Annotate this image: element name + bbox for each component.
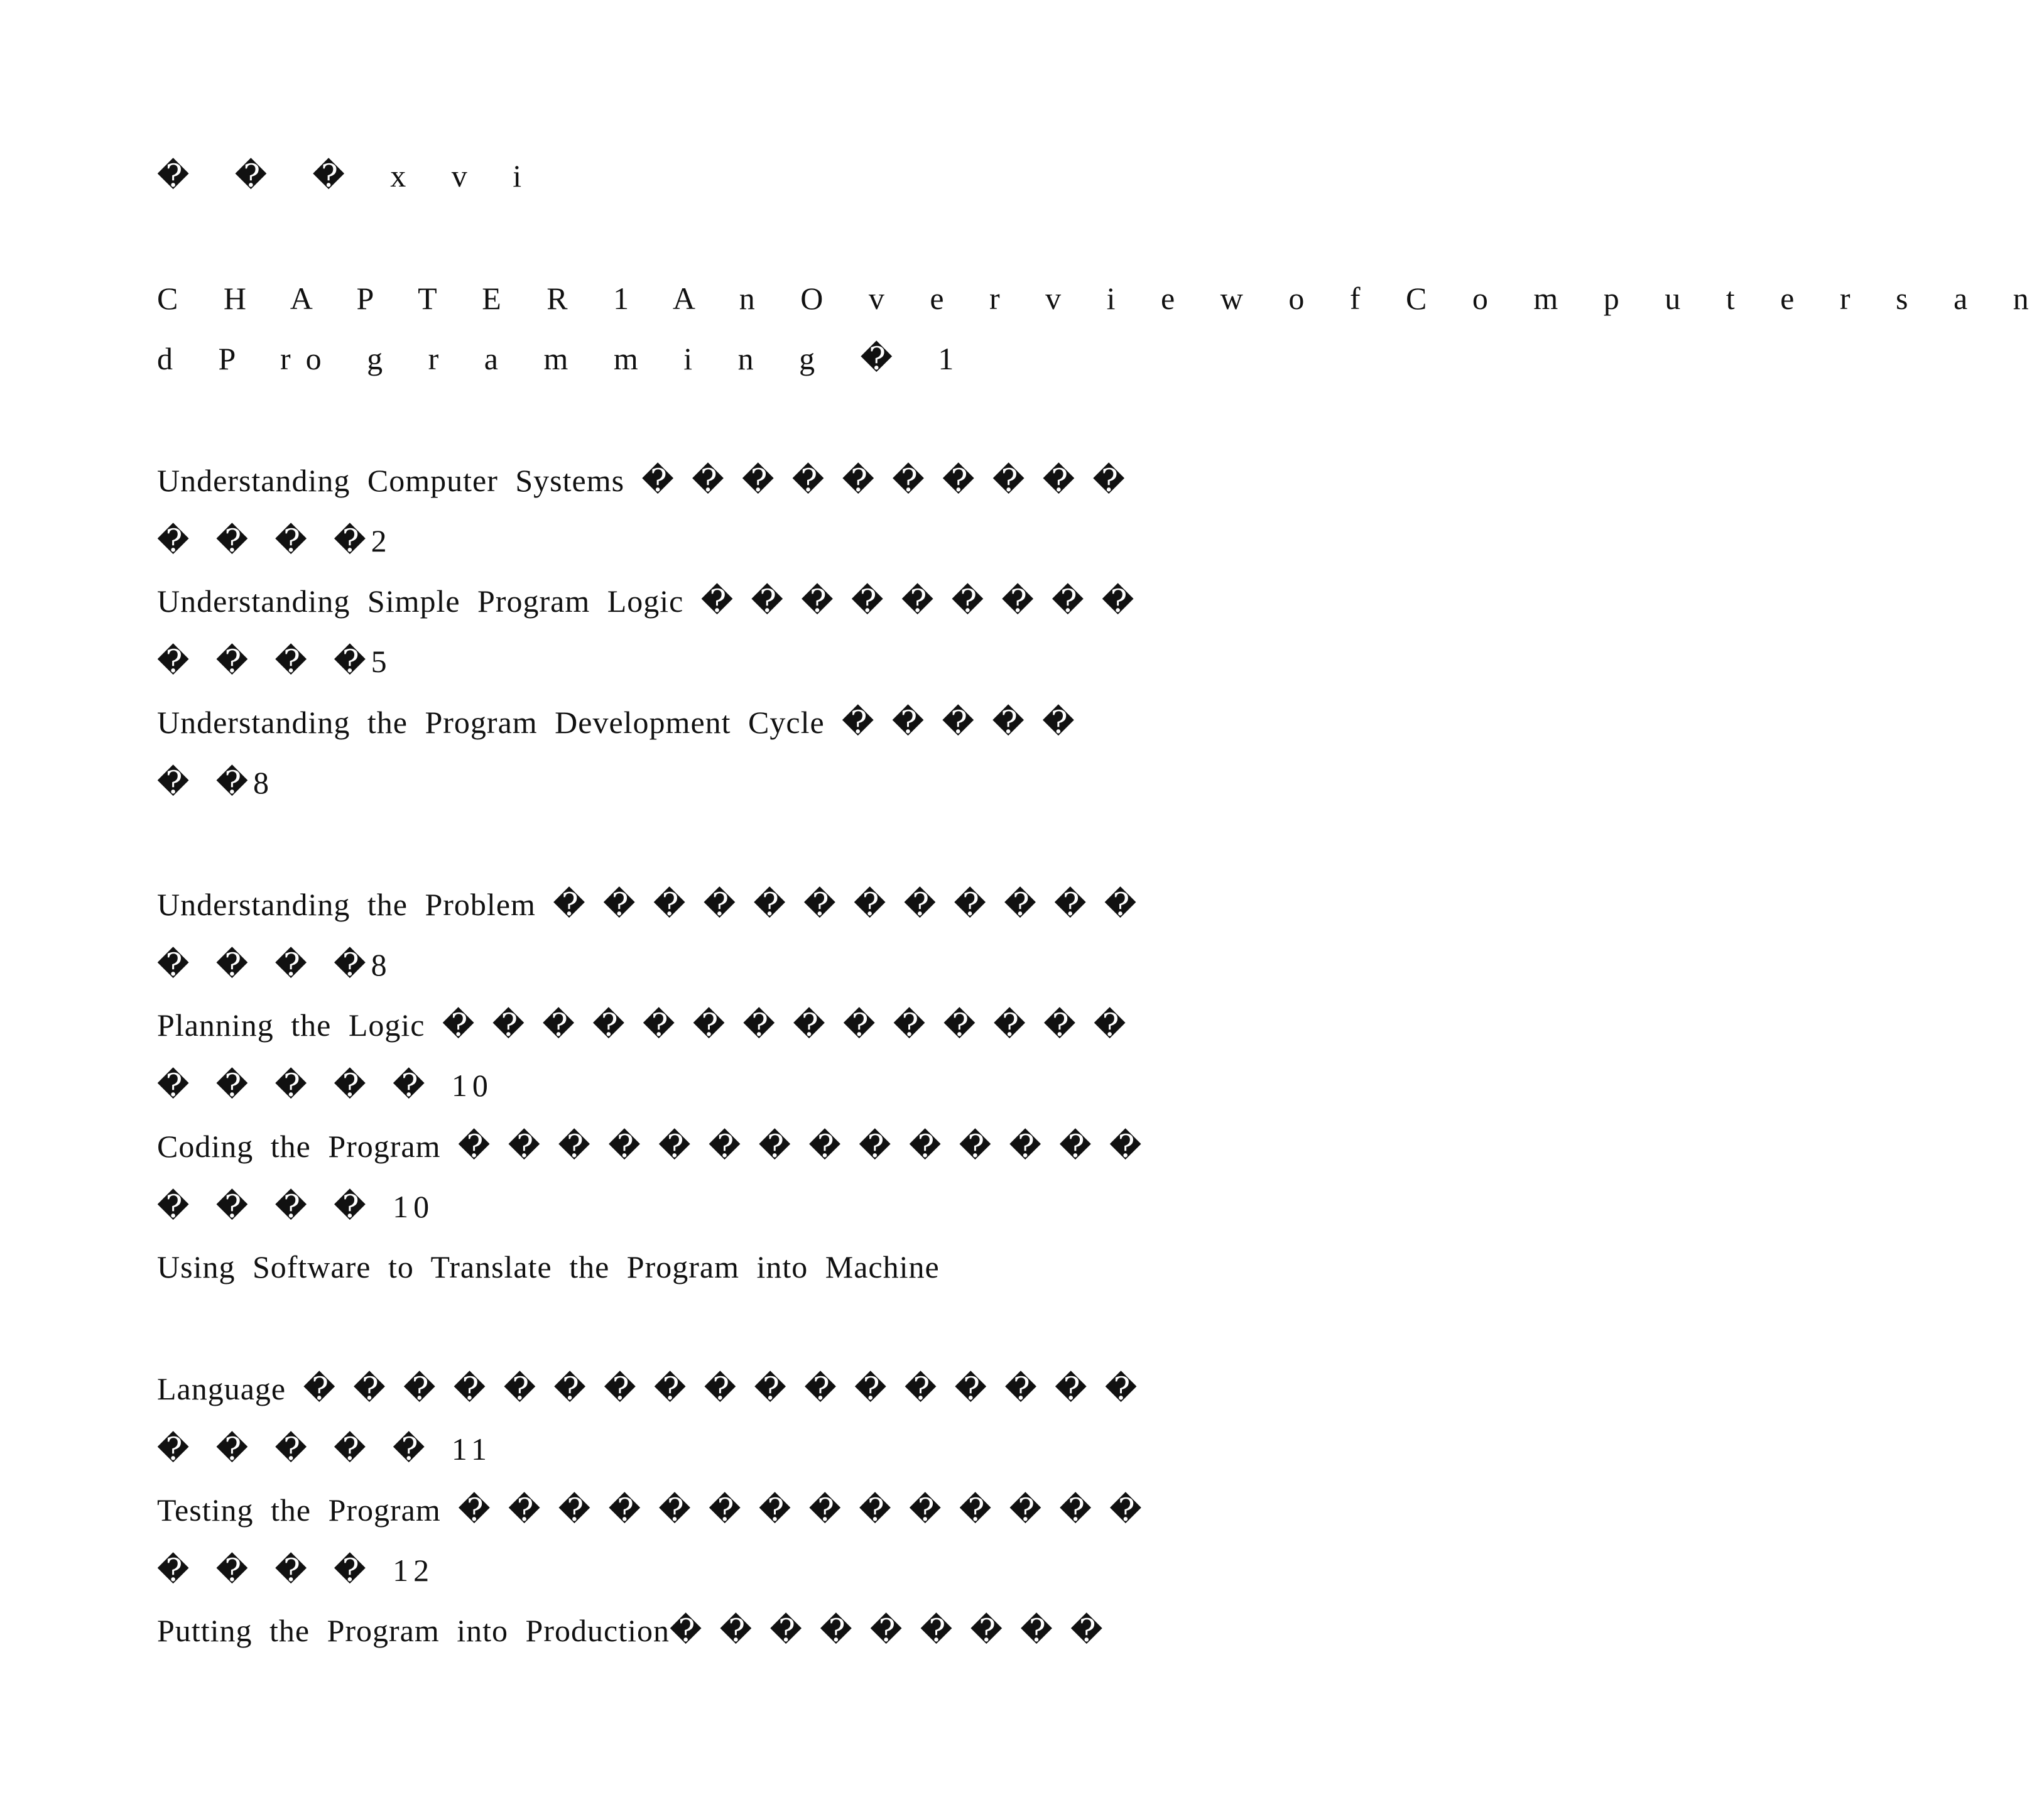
toc-entry-page-10-first: � � � � � 10 — [157, 1068, 493, 1103]
toc-entry-testing-program: Testing the Program � � � � � � � � � � � � � � — [157, 1492, 1143, 1528]
toc-entry-using-software-line-1: Using Software to Translate the Program into Machine — [157, 1249, 940, 1284]
toc-entry-simple-program-logic: Understanding Simple Program Logic � � � � � � � � � — [157, 584, 1135, 619]
toc-entry-page-10-second: � � � � 10 — [157, 1189, 435, 1224]
toc-entry-planning-logic: Planning the Logic � � � � � � � � � � � � � � — [157, 1007, 1127, 1043]
chapter-title-line-2: d P ro g r a m m i n g � 1 — [157, 341, 969, 376]
toc-entry-page-5: � � � �5 — [157, 644, 392, 679]
page-number-line: � � � x v i — [157, 158, 537, 193]
toc-entry-coding-program: Coding the Program � � � � � � � � � � � � � � — [157, 1129, 1143, 1164]
toc-entry-program-development-cycle: Understanding the Program Development Cycle � � � � � — [157, 705, 1075, 740]
toc-entry-page-11: � � � � � 11 — [157, 1431, 492, 1467]
toc-entry-page-8-first: � �8 — [157, 765, 275, 800]
toc-entry-understanding-computer-systems: Understanding Computer Systems � � � � � � � � � � — [157, 463, 1126, 498]
toc-entry-using-software-line-2: Language � � � � � � � � � � � � � � � � � — [157, 1371, 1138, 1406]
toc-entry-understanding-problem: Understanding the Problem � � � � � � � � � � � � — [157, 887, 1138, 922]
toc-entry-page-2: � � � �2 — [157, 523, 392, 558]
toc-entry-page-12: � � � � 12 — [157, 1553, 435, 1588]
chapter-title-line-1: C H A P T E R 1 A n O v e r v i e w o f C o m p u t e r s a n — [157, 281, 2044, 316]
toc-entry-putting-into-production: Putting the Program into Production� � � � � � � � � — [157, 1613, 1104, 1648]
toc-entry-page-8-second: � � � �8 — [157, 947, 392, 982]
